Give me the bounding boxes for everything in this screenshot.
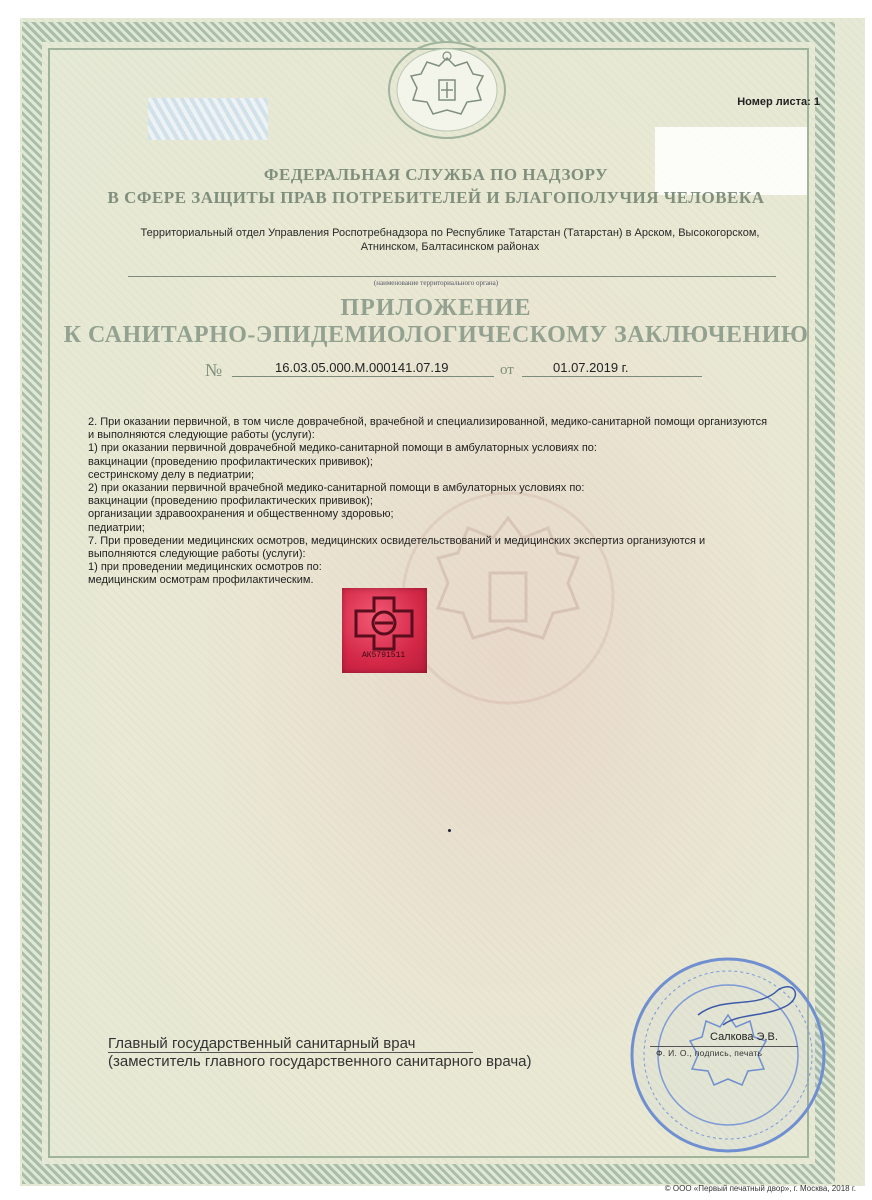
body-line: организации здравоохранения и общественному здоровью;	[88, 508, 394, 521]
department-underline	[128, 276, 776, 277]
agency-title-line2: В СФЕРЕ ЗАЩИТЫ ПРАВ ПОТРЕБИТЕЛЕЙ И БЛАГОПОЛУЧИЯ ЧЕЛОВЕКА	[107, 188, 765, 207]
department-line1: Территориальный отдел Управления Роспотребнадзора по Республике Татарстан (Татарстан) в Арском, Высокогорском,	[140, 227, 760, 239]
printer-imprint: © ООО «Первый печатный двор», г. Москва, 2018 г.	[664, 1184, 856, 1193]
services-list	[88, 416, 800, 588]
signer-underline	[650, 1046, 798, 1047]
document-number: 16.03.05.000.М.000141.07.19	[275, 360, 449, 375]
hologram-sticker	[342, 588, 427, 673]
body-line: и выполняются следующие работы (услуги):	[88, 429, 315, 442]
signer-caption: Ф. И. О., подпись, печать	[656, 1048, 763, 1058]
heading-line1: ПРИЛОЖЕНИЕ	[340, 295, 532, 321]
number-sign: №	[205, 360, 223, 380]
body-line: 1) при оказании первичной доврачебной медико-санитарной помощи в амбулаторных условиях по:	[88, 442, 597, 455]
sheet-number: Номер листа: 1	[737, 96, 820, 108]
ink-dot	[448, 829, 451, 832]
body-line: 7. При проведении медицинских осмотров, медицинских освидетельствований и медицинских экспертиз организуются и	[88, 534, 706, 547]
emblem-icon	[387, 40, 507, 140]
body-line: 2) при оказании первичной врачебной медико-санитарной помощи в амбулаторных условиях по:	[88, 482, 585, 495]
body-line: сестринскому делу в педиатрии;	[88, 468, 255, 481]
date-prefix: от	[500, 362, 514, 378]
date-underline	[522, 376, 702, 377]
department-line2: Атнинском, Балтасинском районах	[360, 241, 540, 253]
heading-line2: К САНИТАРНО-ЭПИДЕМИОЛОГИЧЕСКОМУ ЗАКЛЮЧЕНИЮ	[63, 322, 809, 348]
body-line: выполняются следующие работы (услуги):	[88, 548, 306, 561]
body-line: педиатрии;	[88, 521, 145, 534]
agency-title-line1: ФЕДЕРАЛЬНАЯ СЛУЖБА ПО НАДЗОРУ	[263, 165, 609, 184]
body-line: вакцинации (проведению профилактических прививок);	[88, 455, 373, 468]
signer-name: Салкова Э.В.	[710, 1031, 778, 1043]
department-caption: (наименование территориального органа)	[373, 279, 499, 287]
hologram-strip	[148, 98, 268, 140]
body-line: медицинским осмотрам профилактическим.	[88, 574, 314, 587]
body-line: вакцинации (проведению профилактических прививок);	[88, 495, 373, 508]
hologram-serial: АК5791511	[362, 651, 406, 660]
document-date: 01.07.2019 г.	[553, 360, 629, 375]
department-name	[110, 226, 790, 254]
body-line: 1) при проведении медицинских осмотров по:	[88, 561, 322, 574]
sticker-logo-icon	[354, 596, 414, 651]
body-line: 2. При оказании первичной, в том числе доврачебной, врачебной и специализированной, медико-санитарной помощи организуются	[88, 416, 768, 428]
document-number-row	[0, 358, 872, 382]
signatory-title: Главный государственный санитарный врач	[108, 1035, 416, 1052]
number-underline	[232, 376, 494, 377]
signatory-subtitle: (заместитель главного государственного санитарного врача)	[108, 1053, 532, 1070]
